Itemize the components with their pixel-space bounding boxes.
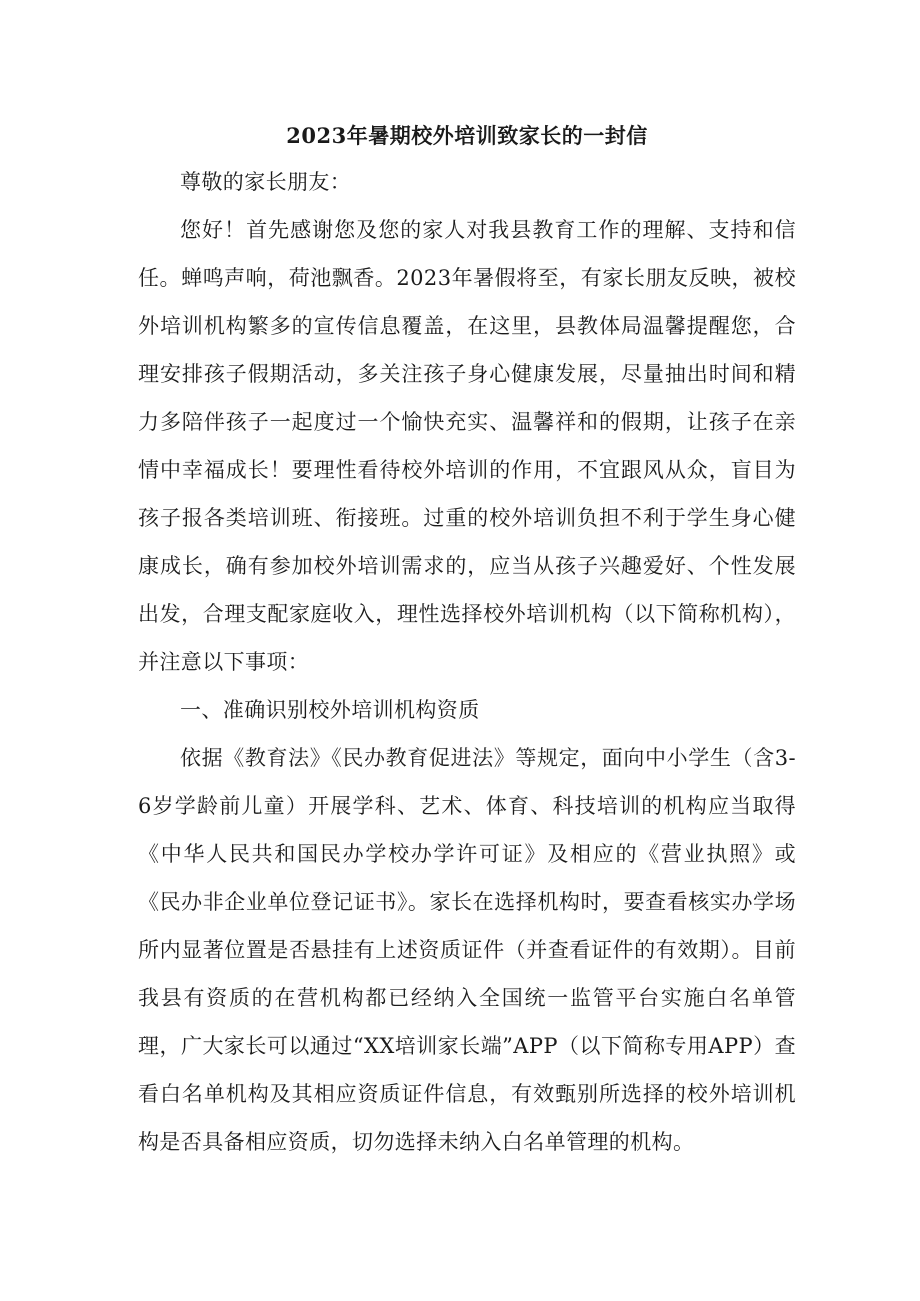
section-heading: 一、准确识别校外培训机构资质 [180, 698, 480, 722]
paragraph-qualification: 依据《教育法》《民办教育促进法》等规定，面向中小学生（含3-6岁学龄前儿童）开展学科、艺术、体育、科技培训的机构应当取得《中华人民共和国民办学校办学许可证》及相应的《营业执照》或《民办非企业单位登记证书》。家长在选择机构时，要查看核实办学场所内显著位置是否悬挂有上述资质证件（并查看证件的有效期）。目前我县有资质的在营机构都已经纳入全国统一监管平台实施白名单管理，广大家长可以通过“XX培训家长端”APP（以下简称专用APP）查看白名单机构及其相应资质证件信息，有效甄别所选择的校外培训机构是否具备相应资质，切勿选择未纳入白名单管理的机构。 [138, 746, 796, 1154]
salutation: 尊敬的家长朋友： [180, 170, 352, 194]
paragraph-intro: 您好！首先感谢您及您的家人对我县教育工作的理解、支持和信任。蝉鸣声响，荷池飘香。2023年暑假将至，有家长朋友反映，被校外培训机构繁多的宣传信息覆盖，在这里，县教体局温馨提醒您，合理安排孩子假期活动，多关注孩子身心健康发展，尽量抽出时间和精力多陪伴孩子一起度过一个愉快充实、温馨祥和的假期，让孩子在亲情中幸福成长！要理性看待校外培训的作用，不宜跟风从众，盲目为孩子报各类培训班、衔接班。过重的校外培训负担不利于学生身心健康成长，确有参加校外培训需求的，应当从孩子兴趣爱好、个性发展出发，合理支配家庭收入，理性选择校外培训机构（以下简称机构），并注意以下事项： [138, 218, 796, 674]
document-title: 2023年暑期校外培训致家长的一封信 [286, 123, 648, 148]
